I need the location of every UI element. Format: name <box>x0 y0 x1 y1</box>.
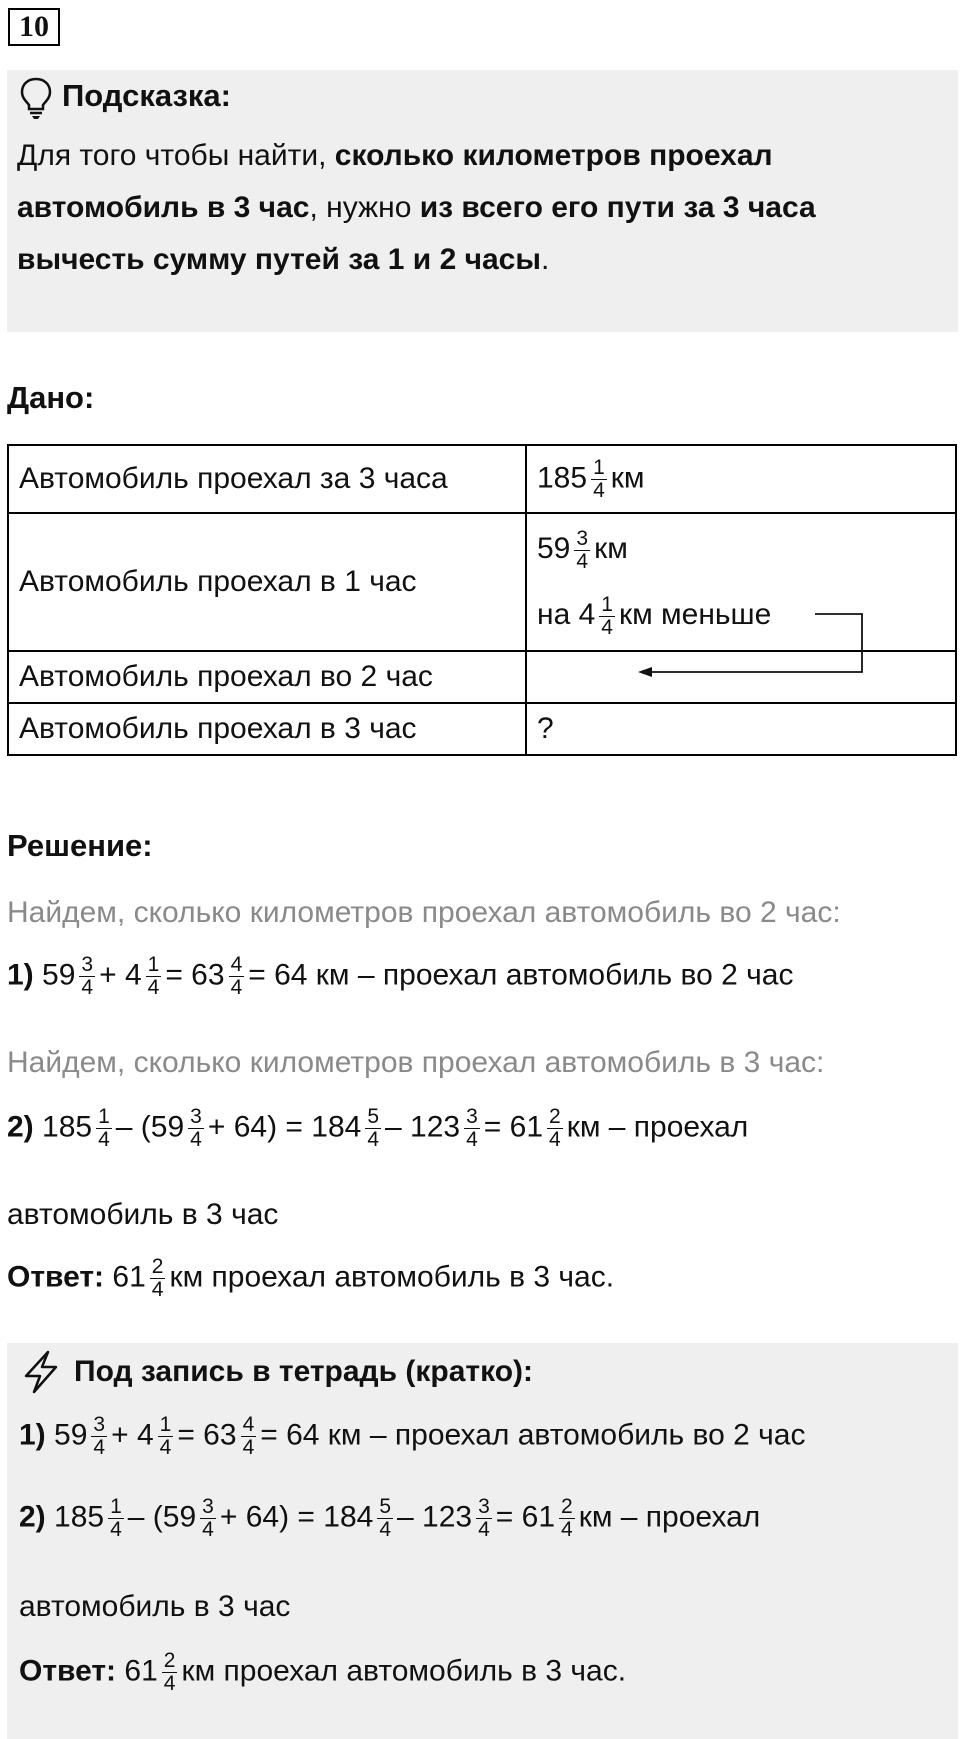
step-number: 2) <box>19 1500 46 1534</box>
fraction-numerator: 2 <box>549 1105 561 1128</box>
term: – 123 <box>397 1500 473 1534</box>
fraction-numerator: 1 <box>159 1413 172 1436</box>
fraction-numerator: 1 <box>98 1105 110 1128</box>
fraction <box>79 954 95 999</box>
term: – (59 <box>115 1110 185 1144</box>
step-number: 2) <box>7 1110 34 1144</box>
notes-title: Под запись в тетрадь (кратко): <box>74 1355 534 1388</box>
notes-answer-line <box>19 1650 626 1695</box>
hint-text-1: Для того чтобы найти, <box>17 139 335 172</box>
fraction-denominator: 4 <box>163 1672 176 1695</box>
fraction-denominator: 4 <box>230 976 243 999</box>
fraction <box>188 1106 204 1151</box>
hint-title: Подсказка: <box>62 78 231 113</box>
term: – (59 <box>127 1500 197 1534</box>
fraction <box>365 1106 381 1151</box>
value-whole: 185 <box>537 460 588 494</box>
term: = 61 <box>495 1500 556 1534</box>
lightning-icon <box>20 1350 62 1394</box>
step2-intro: Найдем, сколько километров проехал автомобиль в 3 час: <box>7 1046 825 1079</box>
fraction <box>476 1496 492 1541</box>
value-whole: 59 <box>537 532 571 565</box>
fraction-denominator: 4 <box>81 976 94 999</box>
fraction-denominator: 4 <box>159 1436 172 1459</box>
term: км проехал автомобиль в 3 час. <box>181 1654 627 1688</box>
table-cell-label: Автомобиль проехал во 2 час <box>8 651 526 703</box>
fraction <box>91 1414 107 1459</box>
fraction-numerator: 2 <box>561 1495 573 1518</box>
fraction-numerator: 1 <box>110 1495 122 1518</box>
term: = 63 <box>177 1418 237 1452</box>
fraction-denominator: 4 <box>190 1128 202 1151</box>
step-number: 1) <box>19 1418 46 1452</box>
fraction <box>150 1256 166 1301</box>
hint-bold-1: сколько километров проехал автомобиль в 3 час <box>17 139 773 224</box>
hint-text-3: . <box>541 243 550 276</box>
fraction-numerator: 3 <box>576 526 589 550</box>
table-cell-label: Автомобиль проехал в 1 час <box>8 513 526 651</box>
fraction <box>200 1496 216 1541</box>
fraction <box>229 954 245 999</box>
value-unit: км <box>594 532 628 565</box>
fraction-numerator: 1 <box>601 592 613 616</box>
fraction <box>96 1106 112 1151</box>
given-label: Дано: <box>7 380 95 415</box>
notes-step1-line <box>19 1414 805 1459</box>
solution-label: Решение: <box>7 828 153 863</box>
fraction-denominator: 4 <box>379 1518 392 1541</box>
term: + 4 <box>111 1418 154 1452</box>
diff-suffix: км меньше <box>618 598 772 631</box>
fraction-numerator: 3 <box>478 1495 490 1518</box>
diff-prefix: на 4 <box>537 598 596 631</box>
notes-step2-line <box>19 1496 760 1541</box>
step1-line <box>7 954 793 999</box>
table-cell-value: ? <box>526 703 956 755</box>
step1-intro: Найдем, сколько километров проехал автомобиль во 2 час: <box>7 896 841 929</box>
fraction <box>377 1496 393 1541</box>
fraction-denominator: 4 <box>576 549 589 573</box>
fraction-denominator: 4 <box>561 1518 573 1541</box>
fraction-denominator: 4 <box>151 1278 164 1301</box>
notes-step2-continuation: автомобиль в 3 час <box>19 1590 291 1623</box>
fraction-numerator: 3 <box>202 1495 214 1518</box>
fraction-denominator: 4 <box>242 1436 255 1459</box>
fraction <box>158 1414 174 1459</box>
fraction <box>547 1106 563 1151</box>
fraction-numerator: 1 <box>147 953 160 976</box>
fraction-numerator: 3 <box>466 1105 478 1128</box>
fraction-numerator: 3 <box>93 1413 106 1436</box>
fraction-denominator: 4 <box>93 1436 106 1459</box>
fraction-numerator: 2 <box>151 1255 164 1278</box>
value-unit: км <box>610 460 645 494</box>
fraction-numerator: 5 <box>379 1495 392 1518</box>
fraction-denominator: 4 <box>147 976 160 999</box>
fraction-numerator: 4 <box>230 953 243 976</box>
fraction-numerator: 4 <box>242 1413 255 1436</box>
fraction <box>162 1650 178 1695</box>
fraction-numerator: 2 <box>163 1649 176 1672</box>
fraction <box>108 1496 124 1541</box>
table-cell-label: Автомобиль проехал в 3 час <box>8 703 526 755</box>
fraction-denominator: 4 <box>549 1128 561 1151</box>
term: – 123 <box>385 1110 461 1144</box>
term: 185 <box>54 1500 105 1534</box>
fraction-denominator: 4 <box>367 1128 380 1151</box>
fraction <box>146 954 162 999</box>
step2-continuation: автомобиль в 3 час <box>7 1198 279 1231</box>
step-number: 1) <box>7 958 34 992</box>
term: = 64 км – проехал автомобиль во 2 час <box>260 1418 806 1452</box>
fraction-numerator: 1 <box>593 455 605 479</box>
task-number: 10 <box>8 8 60 46</box>
term: 61 <box>124 1654 158 1688</box>
term: + 64) = 184 <box>207 1110 362 1144</box>
fraction-denominator: 4 <box>202 1518 214 1541</box>
fraction <box>241 1414 257 1459</box>
term: 61 <box>112 1260 146 1294</box>
term: = 64 км – проехал автомобиль во 2 час <box>248 958 794 992</box>
fraction-numerator: 3 <box>190 1105 202 1128</box>
step2-line <box>7 1106 748 1151</box>
fraction-denominator: 4 <box>593 478 605 502</box>
term: + 64) = 184 <box>219 1500 374 1534</box>
fraction-numerator: 3 <box>81 953 94 976</box>
fraction <box>464 1106 480 1151</box>
fraction-numerator: 5 <box>367 1105 380 1128</box>
fraction-denominator: 4 <box>98 1128 110 1151</box>
answer-label: Ответ: <box>7 1260 105 1294</box>
fraction-denominator: 4 <box>466 1128 478 1151</box>
fraction <box>559 1496 575 1541</box>
term: км – проехал <box>566 1110 749 1144</box>
fraction-denominator: 4 <box>601 615 613 639</box>
hint-text-2: , нужно <box>309 191 420 224</box>
hint-bold-2: из всего его пути за 3 часа вычесть сумму путей за 1 и 2 часы <box>17 191 816 276</box>
term: = 61 <box>483 1110 544 1144</box>
term: 59 <box>42 958 76 992</box>
answer-label: Ответ: <box>19 1654 117 1688</box>
term: + 4 <box>99 958 142 992</box>
arrow-connector <box>0 0 960 760</box>
term: км проехал автомобиль в 3 час. <box>169 1260 615 1294</box>
term: 185 <box>42 1110 93 1144</box>
term: 59 <box>54 1418 88 1452</box>
fraction-denominator: 4 <box>478 1518 490 1541</box>
answer-line <box>7 1256 614 1301</box>
table-cell-label: Автомобиль проехал за 3 часа <box>8 445 526 513</box>
term: км – проехал <box>578 1500 761 1534</box>
term: = 63 <box>165 958 225 992</box>
fraction-denominator: 4 <box>110 1518 122 1541</box>
